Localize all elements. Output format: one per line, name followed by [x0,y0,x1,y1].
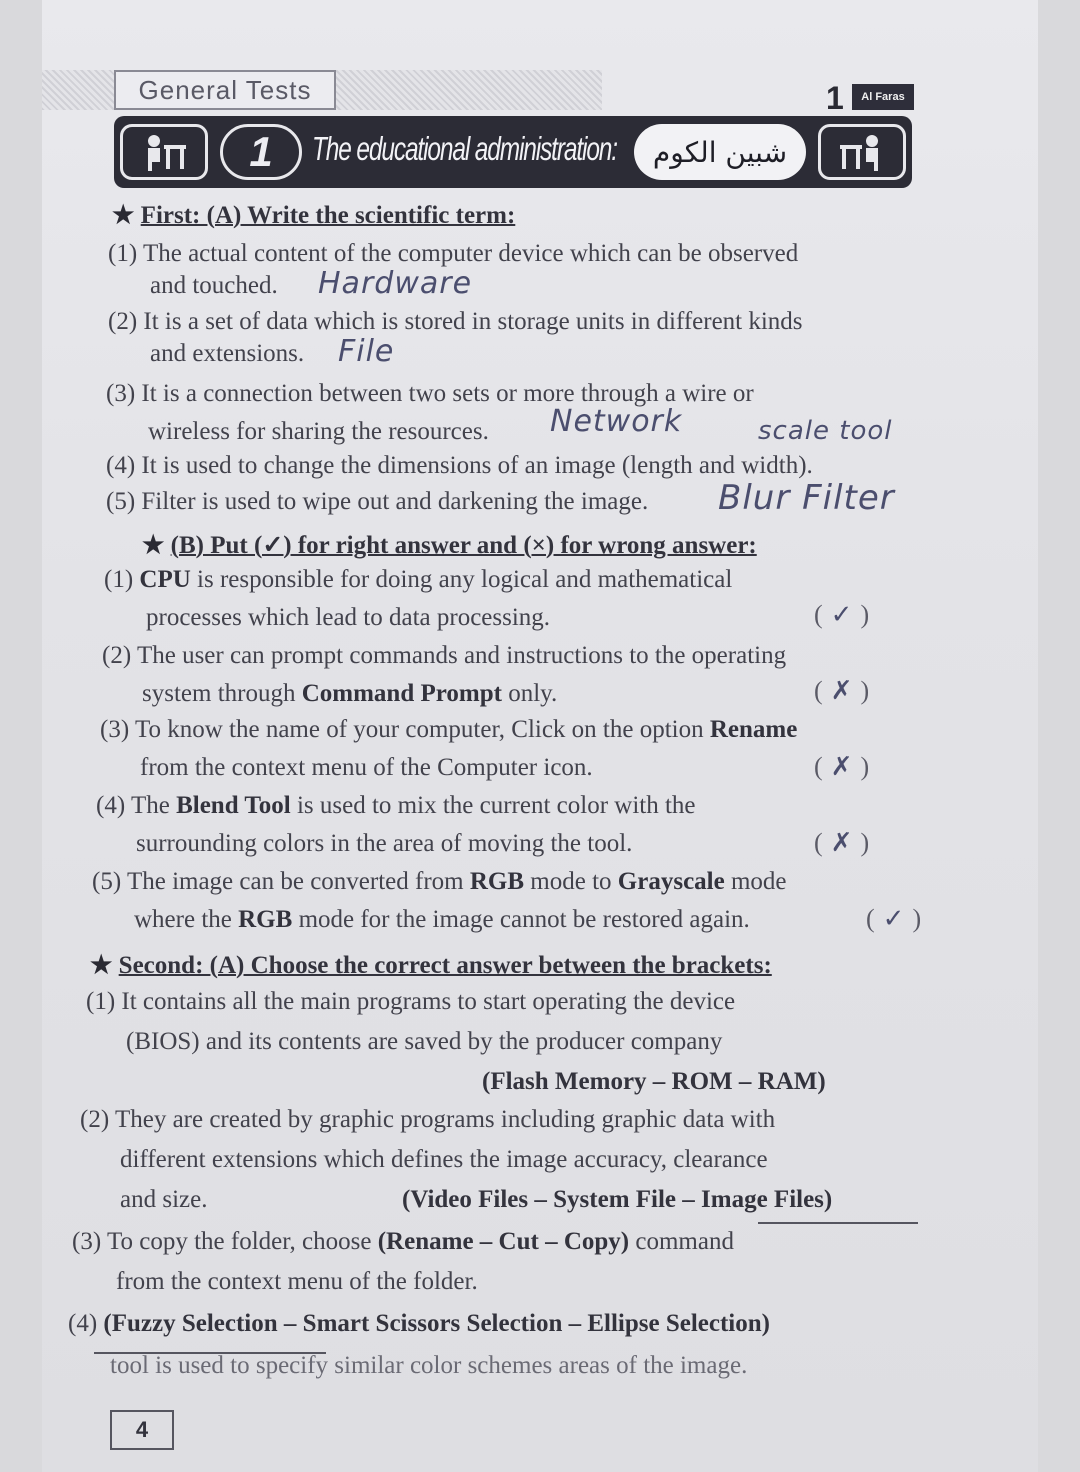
question-line: and extensions. [150,340,305,367]
handwritten-answer: scale tool [758,416,893,446]
top-page-number: 1 [826,80,844,116]
lesson-banner [114,116,912,188]
choices-bracket: (Flash Memory – ROM – RAM) [482,1068,826,1095]
student-desk-icon [120,124,208,180]
handwritten-answer: File [338,334,395,369]
question-line: (1) CPU is responsible for doing any logical and mathematical [104,566,733,593]
handwritten-underline [758,1222,918,1224]
handwritten-answer: Blur Filter [718,478,895,518]
question-line: (4) The Blend Tool is used to mix the current color with the [96,792,696,819]
answer-mark: ( ✗ ) [814,752,870,782]
question-line: tool is used to specify similar color schemes areas of the image. [110,1352,748,1379]
question-line: surrounding colors in the area of moving the tool. [136,830,633,857]
question-line: (2) They are created by graphic programs including graphic data with [80,1106,776,1133]
question-line: and size. [120,1186,208,1213]
question-line: (1) It contains all the main programs to start operating the device [86,988,736,1015]
question-line: where the RGB mode for the image cannot be restored again. [134,906,750,933]
question-line: (4) It is used to change the dimensions of an image (length and width). [106,452,813,479]
question-line: (3) To copy the folder, choose (Rename – Cut – Copy) command [72,1228,734,1255]
lesson-title: The educational administration: [312,130,617,167]
handwritten-answer: Network [550,404,683,439]
worksheet-page [42,0,1038,1472]
part-a-heading: ★ First: (A) Write the scientific term: [112,202,516,229]
question-line: (5) The image can be converted from RGB mode to Grayscale mode [92,868,787,895]
answer-mark: ( ✓ ) [814,600,870,630]
handwritten-answer: Hardware [318,266,473,301]
question-line: system through Command Prompt only. [142,680,558,707]
question-line: from the context menu of the folder. [116,1268,478,1295]
question-line: (3) It is a connection between two sets or more through a wire or [106,380,754,407]
answer-mark: ( ✓ ) [866,904,922,934]
question-line: (2) The user can prompt commands and instructions to the operating [102,642,787,669]
question-line: (1) The actual content of the computer device which can be observed [108,240,799,267]
question-line: (3) To know the name of your computer, Click on the option Rename [100,716,798,743]
question-line: (5) Filter is used to wipe out and darkening the image. [106,488,649,515]
question-line: (2) It is a set of data which is stored in storage units in different kinds [108,308,803,335]
question-line: (4) (Fuzzy Selection – Smart Scissors Selection – Ellipse Selection) [68,1310,770,1337]
question-line: wireless for sharing the resources. [148,418,489,445]
question-line: different extensions which defines the image accuracy, clearance [120,1146,768,1173]
answer-mark: ( ✗ ) [814,676,870,706]
lesson-number: 1 [220,124,302,180]
question-line: (BIOS) and its contents are saved by the producer company [126,1028,723,1055]
part-b-heading: ★ (B) Put (✓) for right answer and (×) for wrong answer: [142,532,757,559]
question-line: from the context menu of the Computer icon. [140,754,593,781]
student-desk-icon [818,124,906,180]
part-second-heading: ★ Second: (A) Choose the correct answer between the brackets: [90,952,772,979]
arabic-name-pill: شبين الكوم [634,124,806,180]
section-label: General Tests [114,70,336,110]
question-line: and touched. [150,272,278,299]
footer-page-number: 4 [110,1410,174,1450]
choices-bracket: (Video Files – System File – Image Files) [402,1186,833,1213]
question-line: processes which lead to data processing. [146,604,551,631]
publisher-logo: Al Faras [852,84,914,110]
answer-mark: ( ✗ ) [814,828,870,858]
